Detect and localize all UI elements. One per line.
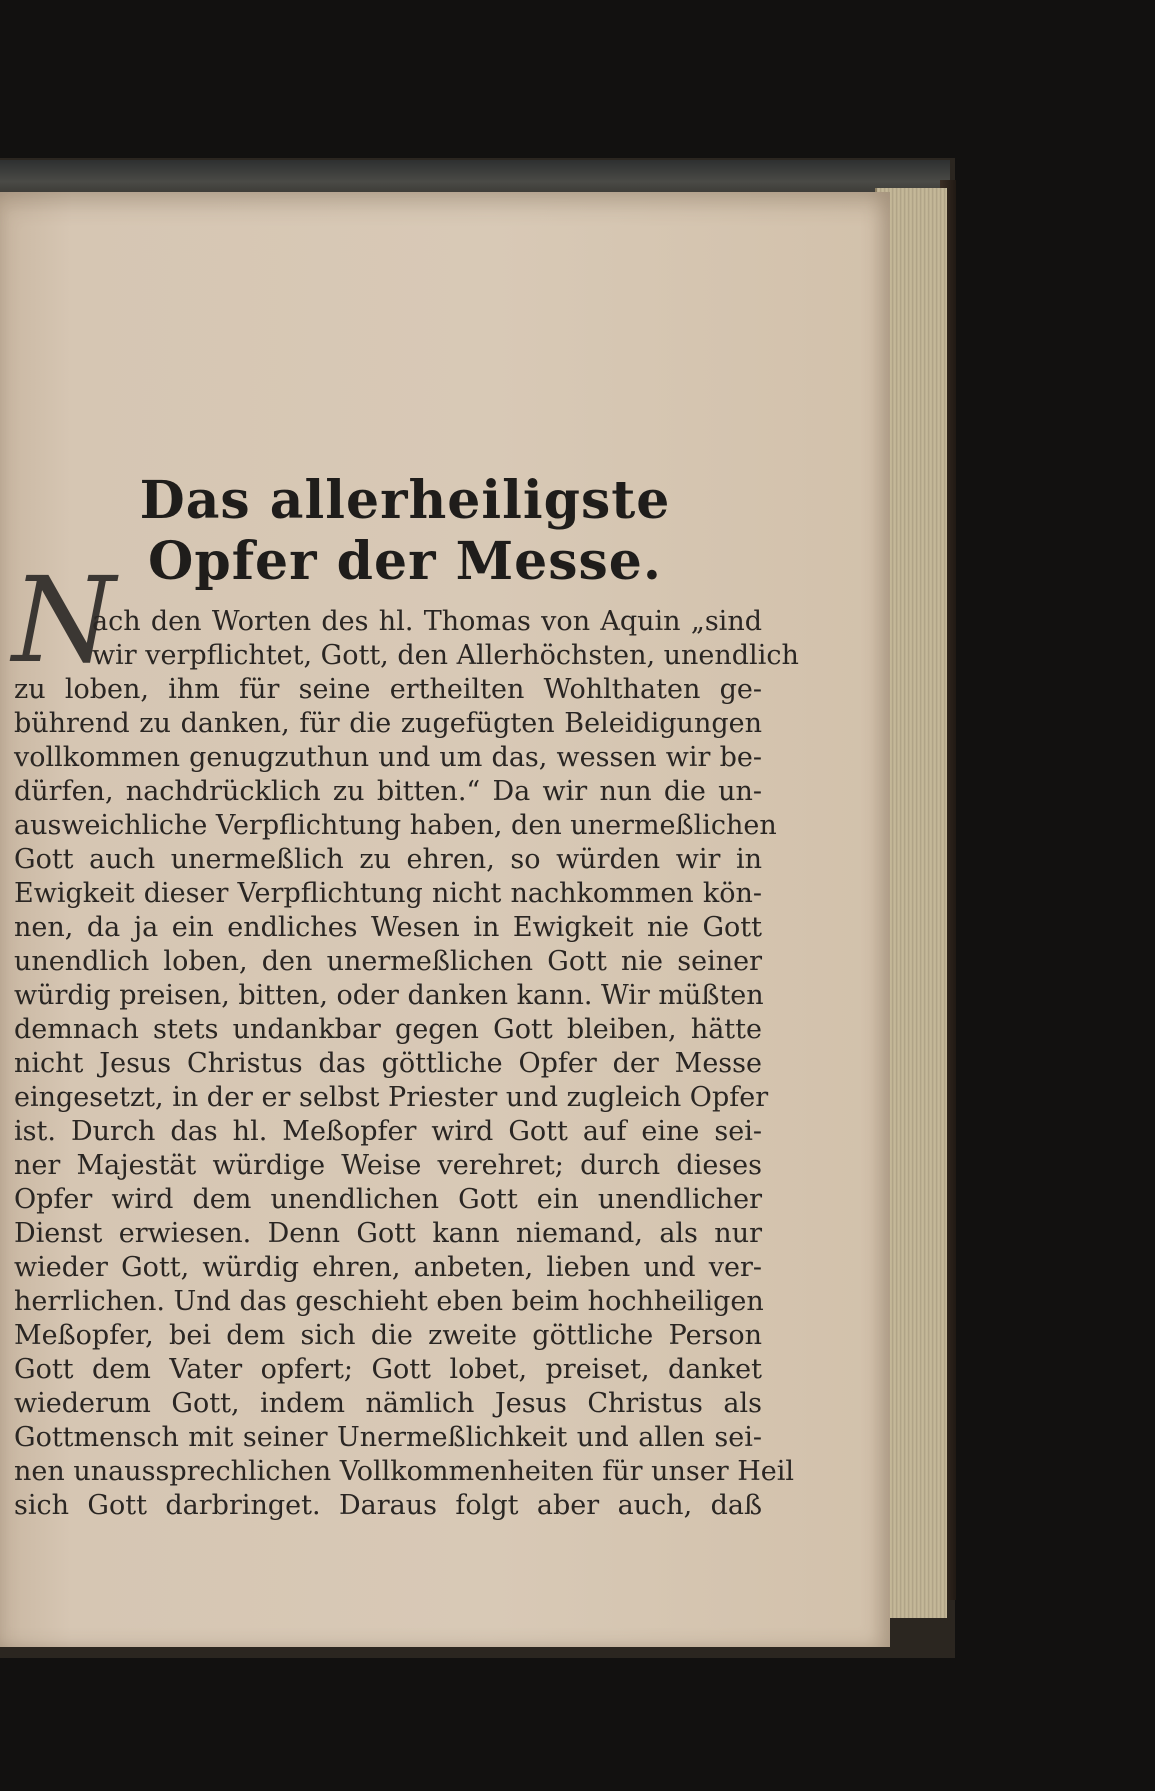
text-line: vollkommen genugzuthun und um das, wessen wir be-	[14, 742, 762, 773]
text-line: sich Gott darbringet. Daraus folgt aber auch, daß	[14, 1490, 762, 1521]
text-line: Gottmensch mit seiner Unermeßlichkeit und allen sei-	[14, 1422, 762, 1453]
text-line: bührend zu danken, für die zugefügten Beleidigungen	[14, 708, 762, 739]
text-line: ach den Worten des hl. Thomas von Aquin „sind	[92, 606, 762, 637]
text-line: würdig preisen, bitten, oder danken kann. Wir müßten	[14, 980, 764, 1011]
text-line: ist. Durch das hl. Meßopfer wird Gott auf eine sei-	[14, 1116, 762, 1147]
text-line: zu loben, ihm für seine ertheilten Wohlthaten ge-	[14, 674, 762, 705]
text-line: eingesetzt, in der er selbst Priester und zugleich Opfer	[14, 1082, 769, 1113]
text-line: ner Majestät würdige Weise verehret; durch dieses	[14, 1150, 762, 1181]
text-line: Opfer wird dem unendlichen Gott ein unendlicher	[14, 1184, 762, 1215]
text-line: Gott auch unermeßlich zu ehren, so würden wir in	[14, 844, 762, 875]
text-line: wir verpflichtet, Gott, den Allerhöchsten, unendlich	[92, 640, 799, 671]
text-line: unendlich loben, den unermeßlichen Gott nie seiner	[14, 946, 762, 977]
drop-cap: N	[12, 551, 116, 689]
text-line: nen, da ja ein endliches Wesen in Ewigkeit nie Gott	[14, 912, 762, 943]
text-line: ausweichliche Verpflichtung haben, den unermeßlichen	[14, 810, 777, 841]
text-line: wieder Gott, würdig ehren, anbeten, lieben und ver-	[14, 1252, 762, 1283]
text-line: demnach stets undankbar gegen Gott bleiben, hätte	[14, 1014, 762, 1045]
text-line: nen unaussprechlichen Vollkommenheiten für unser Heil	[14, 1456, 795, 1487]
text-line: Meßopfer, bei dem sich die zweite göttliche Person	[14, 1320, 762, 1351]
page-title: Das allerheiligste Opfer der Messe.	[139, 470, 671, 592]
text-line: dürfen, nachdrücklich zu bitten.“ Da wir nun die un-	[14, 776, 762, 807]
text-line: wiederum Gott, indem nämlich Jesus Christus als	[14, 1388, 762, 1419]
text-line: Ewigkeit dieser Verpflichtung nicht nachkommen kön-	[14, 878, 762, 909]
text-line: herrlichen. Und das geschieht eben beim hochheiligen	[14, 1286, 764, 1317]
text-line: Gott dem Vater opfert; Gott lobet, preiset, danket	[14, 1354, 762, 1385]
text-line: nicht Jesus Christus das göttliche Opfer der Messe	[14, 1048, 762, 1079]
text-line: Dienst erwiesen. Denn Gott kann niemand, als nur	[14, 1218, 762, 1249]
